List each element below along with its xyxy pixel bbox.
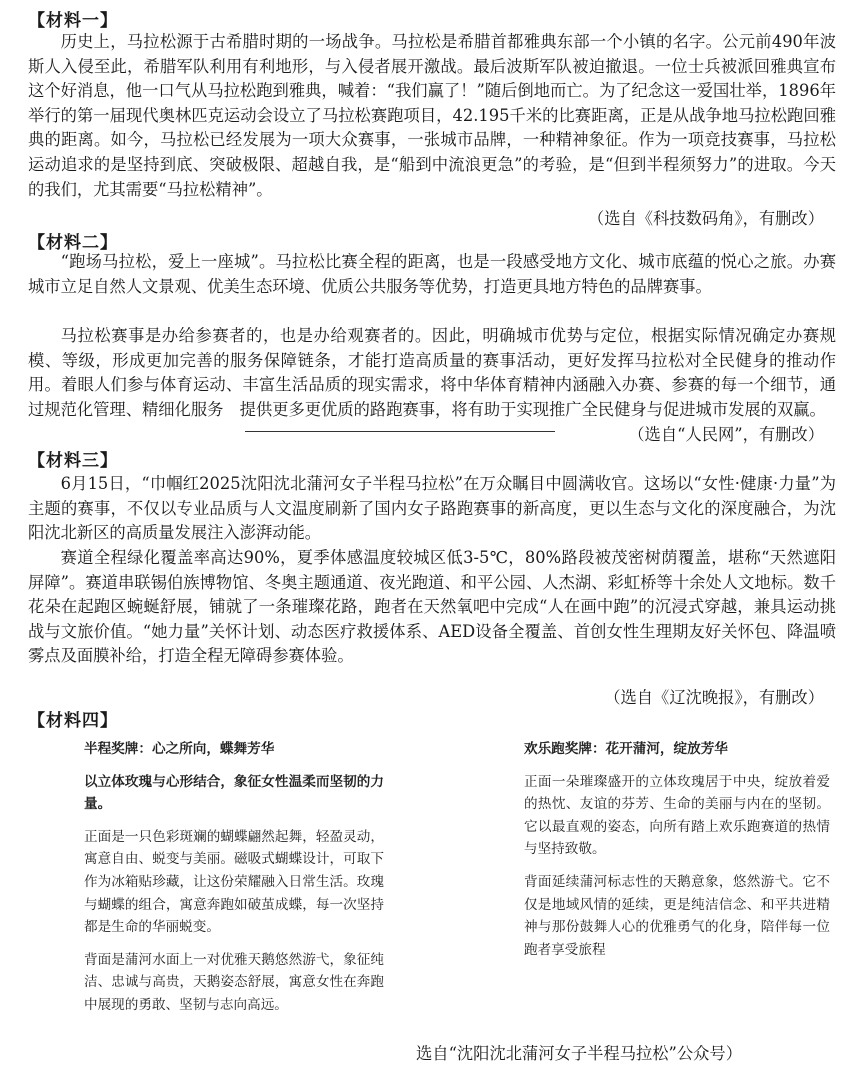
material-2-paragraph-2: 马拉松赛事是办给参赛者的，也是办给观赛者的。因此，明确城市优势与定位，根据实际情况确定办赛规模、等级，形成更加完善的服务保障链条，才能打造高质量的赛事活动，更好发挥马拉松对全民健身的推动作用。着眼人们参与体育运动、丰富生活品质的现实需求，将中华体育精神内涵融入办赛、参赛的每一个细节，通过规范化管理、精细化服务 提供更多更优质的路跑赛事，将有助于实现推广全民健身与促进城市发展的双赢。: [28, 326, 836, 419]
material-2-source: （选自“人民网”，有删改）: [628, 425, 824, 444]
half-medal-title: 半程奖牌：心之所向，蝶舞芳华: [84, 741, 275, 757]
material-1-text: 历史上，马拉松源于古希腊时期的一场战争。马拉松是希腊首都雅典东部一个小镇的名字。公元前490年波斯人入侵至此，希腊军队利用有利地形，与入侵者展开激战。最后波斯军队被迫撤退。一位士兵被派回雅典宣布这个好消息，他一口气从马拉松跑到雅典，喊着：“我们赢了！”随后倒地而亡。为了纪念这一爱国壮举，1896年举行的第一届现代奥林匹克运动会设立了马拉松赛跑项目，42.195千米的比赛距离，正是从战争地马拉松跑回雅典的距离。如今，马拉松已经发展为一项大众赛事，一张城市品牌，一种精神象征。作为一项竞技赛事，马拉松运动追求的是坚持到底、突破极限、超越自我，是“船到中流浪更急”的考验，是“但到半程须努力”的进取。今天的我们，尤其需要“马拉松精神”。: [28, 32, 836, 199]
fun-run-medal-title: 欢乐跑奖牌：花开蒲河，绽放芳华: [524, 741, 728, 757]
fun-run-medal-back: 背面延续蒲河标志性的天鹅意象，悠然游弋。它不仅是地域风情的延续，更是纯洁信念、和平共进精神与那份鼓舞人心的优雅勇气的化身，陪伴每一位跑者享受旅程: [524, 873, 830, 958]
material-3-paragraph-1: 6月15日，“巾帼红2025沈阳沈北蒲河女子半程马拉松”在万众瞩目中圆满收官。这场以“女性·健康·力量”为主题的赛事，不仅以专业品质与人文温度刷新了国内女子路跑赛事的新高度，更以生态与文化的深度融合，为沈阳沈北新区的高质量发展注入澎湃动能。: [28, 474, 836, 543]
fun-run-medal-column: [524, 738, 830, 971]
material-3-paragraph-2: 赛道全程绿化覆盖率高达90%，夏季体感温度较城区低3-5℃，80%路段被茂密树荫覆盖，堪称“天然遮阳屏障”。赛道串联锡伯族博物馆、冬奥主题通道、夜光跑道、和平公园、人杰湖、彩虹桥等十余处人文地标。数千花朵在起跑区蜿蜒舒展，铺就了一条璀璨花路，跑者在天然氧吧中完成“人在画中跑”的沉浸式穿越，兼具运动挑战与文旅价值。“她力量”关怀计划、动态医疗救援体系、AED设备全覆盖、首创女性生理期友好关怀包、降温喷雾点及面膜补给，打造全程无障碍参赛体验。: [28, 548, 836, 666]
material-2-heading: 【材料二】: [28, 233, 118, 253]
material-1-heading: 【材料一】: [28, 11, 118, 31]
material-2-paragraph-1: “跑场马拉松，爱上一座城”。马拉松比赛全程的距离，也是一段感受地方文化、城市底蕴的悦心之旅。办赛城市立足自然人文景观、优美生态环境、优质公共服务等优势，打造更具地方特色的品牌赛事。: [28, 252, 836, 296]
divider-line: [245, 431, 555, 432]
material-1-source: （选自《科技数码角》，有删改）: [587, 209, 824, 228]
fun-run-medal-front: 正面一朵璀璨盛开的立体玫瑰居于中央，绽放着爱的热忱、友谊的芬芳、生命的美丽与内在的坚韧。它以最直观的姿态，向所有踏上欢乐跑赛道的热情与坚持致敬。: [524, 773, 830, 858]
material-4-heading: 【材料四】: [28, 711, 118, 731]
half-medal-front: 正面是一只色彩斑斓的蝴蝶翩然起舞，轻盈灵动，寓意自由、蜕变与美丽。磁吸式蝴蝶设计，可取下作为冰箱贴珍藏，让这份荣耀融入日常生活。玫瑰与蝴蝶的组合，寓意奔跑如破茧成蝶，每一次坚持都是生命的华丽蜕变。: [84, 828, 384, 936]
half-marathon-medal-column: [84, 738, 384, 1027]
half-medal-back: 背面是蒲河水面上一对优雅天鹅悠然游弋，象征纯洁、忠诚与高贵，天鹅姿态舒展，寓意女性在奔跑中展现的勇敢、坚韧与志向高远。: [84, 951, 384, 1013]
material-3-source: （选自《辽沈晚报》，有删改）: [604, 688, 824, 707]
material-3-heading: 【材料三】: [28, 451, 118, 471]
material-4-source: 选自“沈阳沈北蒲河女子半程马拉松”公众号）: [416, 1044, 742, 1063]
half-medal-lead: 以立体玫瑰与心形结合，象征女性温柔而坚韧的力量。: [84, 773, 384, 813]
